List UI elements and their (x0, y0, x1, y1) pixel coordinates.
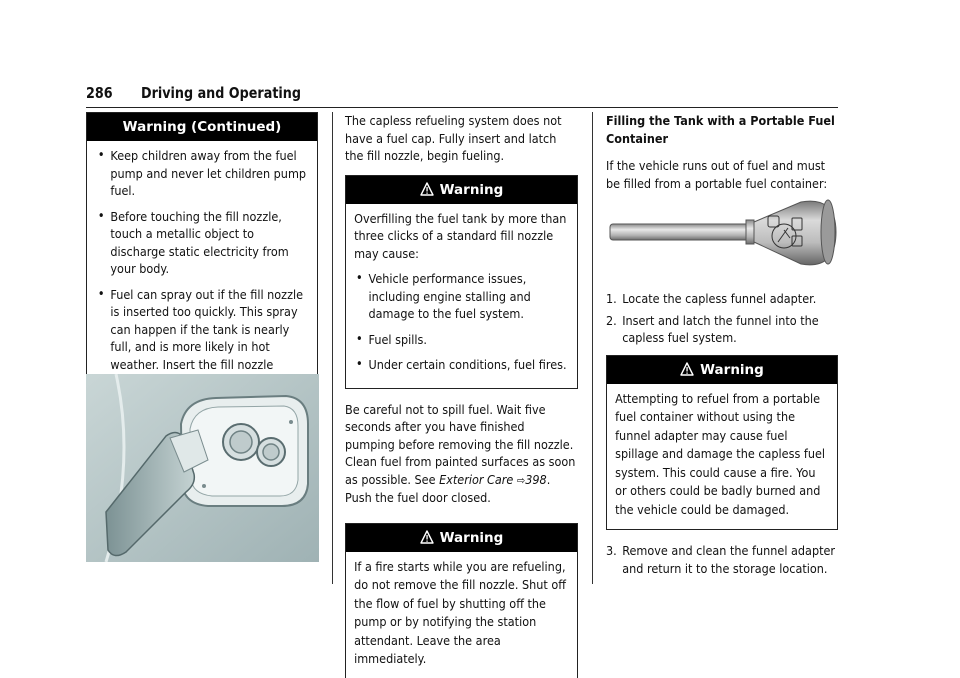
steps-list (606, 290, 838, 347)
list-item (606, 542, 838, 577)
list-item: • Keep children away from the fuel pump and never let children pump fuel. (96, 147, 309, 200)
column-3 (606, 112, 838, 202)
list-item: • Fuel spills. (354, 331, 569, 349)
page-header (86, 82, 838, 108)
warning-header (346, 524, 577, 552)
section-title: Driving and Operating (141, 84, 301, 102)
page-ref-number[interactable]: 398 (525, 471, 547, 487)
list-item: • Under certain conditions, fuel fires. (354, 356, 569, 374)
list-item: • Before touching the fill nozzle, touch a metallic object to discharge static electricity from your body. (96, 208, 309, 278)
portable-container-warning-box (606, 355, 838, 531)
column-2 (345, 112, 578, 678)
paragraph-text: Be careful not to spill fuel. Wait five seconds after you have finished pumping before removing the fill nozzle. Clean fuel from painted surfaces as soon as possible. See (345, 401, 576, 487)
warning-continued-title: Warning (Continued) (87, 113, 317, 141)
warning-triangle-icon (420, 182, 434, 196)
step-number: 3. (606, 543, 617, 558)
fuel-door-photo (86, 374, 319, 562)
warning-title: Warning (700, 361, 764, 378)
step-number: 1. (606, 291, 617, 306)
capless-intro-text: The capless refueling system does not have a fuel cap. Fully insert and latch the fill nozzle, begin fueling. (345, 113, 562, 163)
funnel-adapter-illustration (606, 194, 838, 276)
portable-container-intro: If the vehicle runs out of fuel and must be filled from a portable fuel container: (606, 158, 828, 191)
warning-body: Attempting to refuel from a portable fuel container without using the funnel adapter may cause fuel spillage and damage the capless fuel system. This could cause a fire. You or others could be badly burned and the vehicle could be damaged. (615, 390, 826, 517)
warning-body: Overfilling the fuel tank by more than three clicks of a standard fill nozzle may cause: (354, 210, 567, 261)
list-item (606, 290, 838, 308)
overfill-warning-box (345, 175, 578, 389)
fuel-door-illustration (86, 374, 319, 562)
portable-container-heading: Filling the Tank with a Portable Fuel Container (606, 113, 835, 146)
steps-list (606, 542, 838, 577)
warning-triangle-icon (420, 530, 434, 544)
warning-title: Warning (439, 181, 504, 198)
step-text: Insert and latch the funnel into the capless fuel system. (622, 312, 819, 345)
warning-header (607, 356, 837, 384)
exterior-care-link[interactable]: Exterior Care (439, 471, 514, 487)
step-text: Locate the capless funnel adapter. (622, 291, 817, 306)
list-item: • Fuel can spray out if the fill nozzle is inserted too quickly. This spray can happen if the tank is nearly full, and is more likely in hot weather. Insert the fill nozzle (96, 286, 309, 426)
warning-header (346, 176, 577, 204)
step-text: Remove and clean the funnel adapter and return it to the storage location. (622, 543, 836, 576)
warning-bullet-list (354, 270, 569, 374)
step-number: 2. (606, 312, 617, 328)
warning-triangle-icon (680, 362, 694, 376)
column-3-lower (606, 290, 838, 581)
list-item: • Vehicle performance issues, including engine stalling and damage to the fuel system. (354, 270, 569, 323)
page-number: 286 (86, 84, 113, 102)
column-divider-2 (592, 112, 593, 584)
spill-care-paragraph (345, 401, 578, 507)
funnel-adapter-image (606, 194, 838, 276)
column-divider-1 (332, 112, 333, 584)
page-ref-arrow-icon: ⇨ (516, 473, 526, 487)
fire-warning-box (345, 523, 578, 678)
warning-title: Warning (439, 529, 504, 546)
list-item (606, 312, 838, 347)
warning-body: If a fire starts while you are refueling, do not remove the fill nozzle. Shut off the flow of fuel by shutting off the pump or by notifying the station attendant. Leave the area immediately. (354, 558, 566, 666)
paragraph-text: . Push the fuel door closed. (345, 471, 551, 505)
